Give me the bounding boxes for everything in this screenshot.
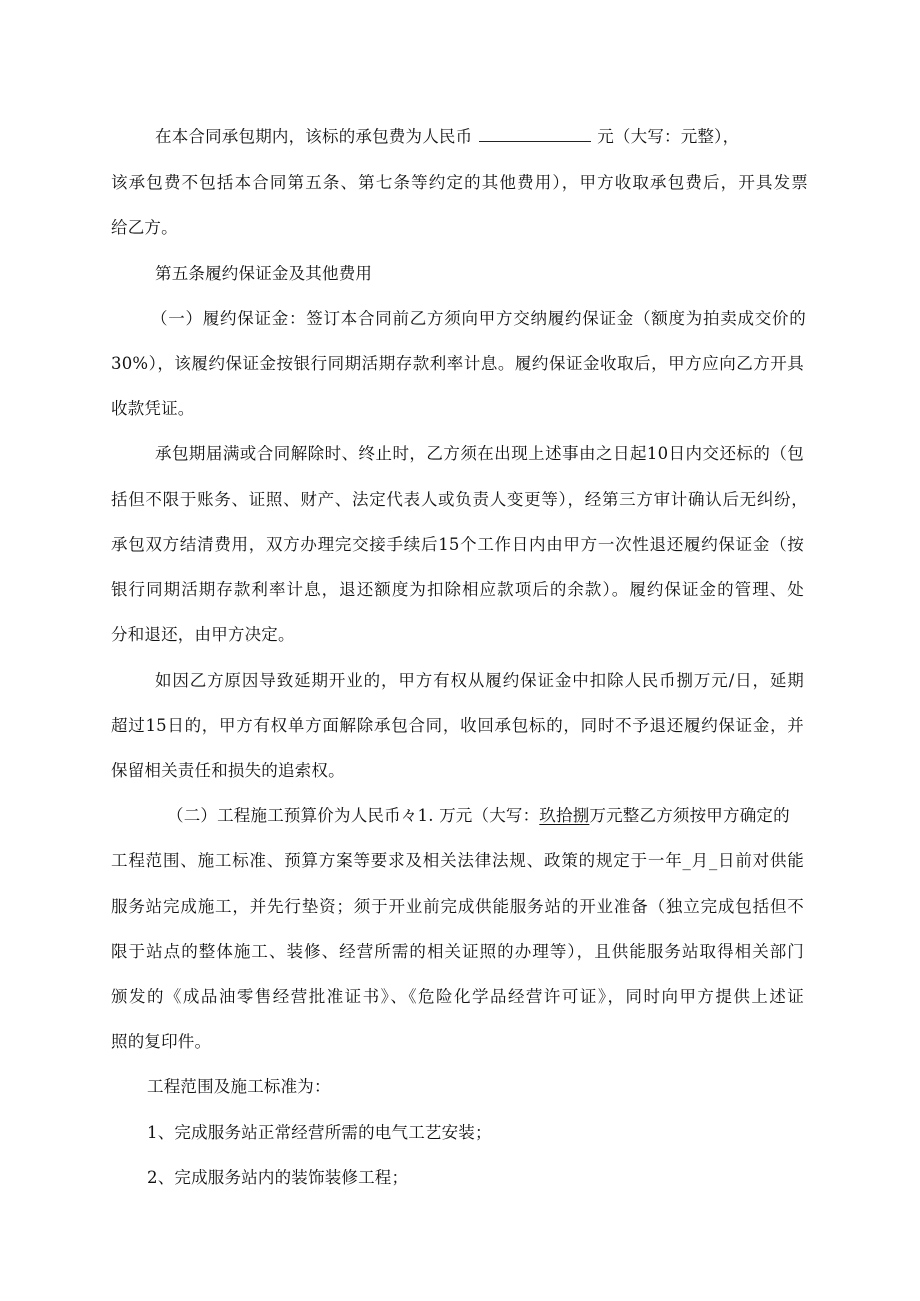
text-fragment: （二）工程施工预算价为人民币々1. 万元（大写： [167, 806, 540, 825]
paragraph-line: 颁发的《成品油零售经营批准证书》、《危险化学品经营许可证》，同时向甲方提供上述证 [111, 987, 804, 1006]
paragraph-line: 银行同期活期存款利率计息，退还额度为扣除相应款项后的余款）。履约保证金的管理、处 [111, 580, 804, 599]
paragraph-line: 分和退还，由甲方决定。 [111, 625, 295, 644]
blank-underline [479, 127, 591, 142]
paragraph-line: 限于站点的整体施工、装修、经营所需的相关证照的办理等），且供能服务站取得相关部门 [111, 942, 804, 961]
paragraph-line: 服务站完成施工，并先行垫资；须于开业前完成供能服务站的开业准备（独立完成包括但不 [111, 897, 804, 916]
paragraph-line: 工程范围、施工标准、预算方案等要求及相关法律法规、政策的规定于一年_月_日前对供能 [111, 851, 804, 870]
paragraph-line: 如因乙方原因导致延期开业的，甲方有权从履约保证金中扣除人民币捌万元/日，延期 [155, 671, 804, 690]
paragraph-line: 该承包费不包括本合同第五条、第七条等约定的其他费用），甲方收取承包费后，开具发票 [111, 173, 808, 192]
paragraph-line: 保留相关责任和损失的追索权。 [111, 761, 345, 780]
text-fragment: 在本合同承包期内，该标的承包费为人民币 [155, 127, 473, 146]
paragraph-line: （一）履约保证金：签订本合同前乙方须向甲方交纳履约保证金（额度为拍卖成交价的 [151, 309, 806, 328]
list-item: 2、完成服务站内的装饰装修工程； [147, 1168, 409, 1187]
scope-heading: 工程范围及施工标准为： [147, 1077, 331, 1096]
paragraph-line: 30%），该履约保证金按银行同期活期存款利率计息。履约保证金收取后，甲方应向乙方开具 [111, 354, 804, 373]
section-heading: 第五条履约保证金及其他费用 [155, 264, 373, 283]
text-fragment: 元（大写：元整）， [597, 127, 740, 146]
paragraph-line: 给乙方。 [111, 218, 178, 237]
paragraph-line: 括但不限于账务、证照、财产、法定代表人或负责人变更等），经第三方审计确认后无纠纷， [111, 490, 808, 509]
text-fragment: 万元整乙方须按甲方确定的 [589, 806, 790, 825]
list-item: 1、完成服务站正常经营所需的电气工艺安装； [147, 1123, 492, 1142]
paragraph-line: 照的复印件。 [111, 1032, 212, 1051]
paragraph-line [155, 126, 739, 148]
paragraph-line: 承包双方结清费用，双方办理完交接手续后15个工作日内由甲方一次性退还履约保证金（按 [111, 535, 804, 554]
paragraph-line: 超过15日的，甲方有权单方面解除承包合同，收回承包标的，同时不予退还履约保证金，并 [111, 716, 804, 735]
paragraph-line: 承包期届满或合同解除时、终止时，乙方须在出现上述事由之日起10日内交还标的（包 [155, 444, 804, 463]
paragraph-line: 收款凭证。 [111, 399, 195, 418]
underlined-amount: 玖拾捌 [539, 806, 590, 825]
paragraph-line [167, 805, 790, 827]
